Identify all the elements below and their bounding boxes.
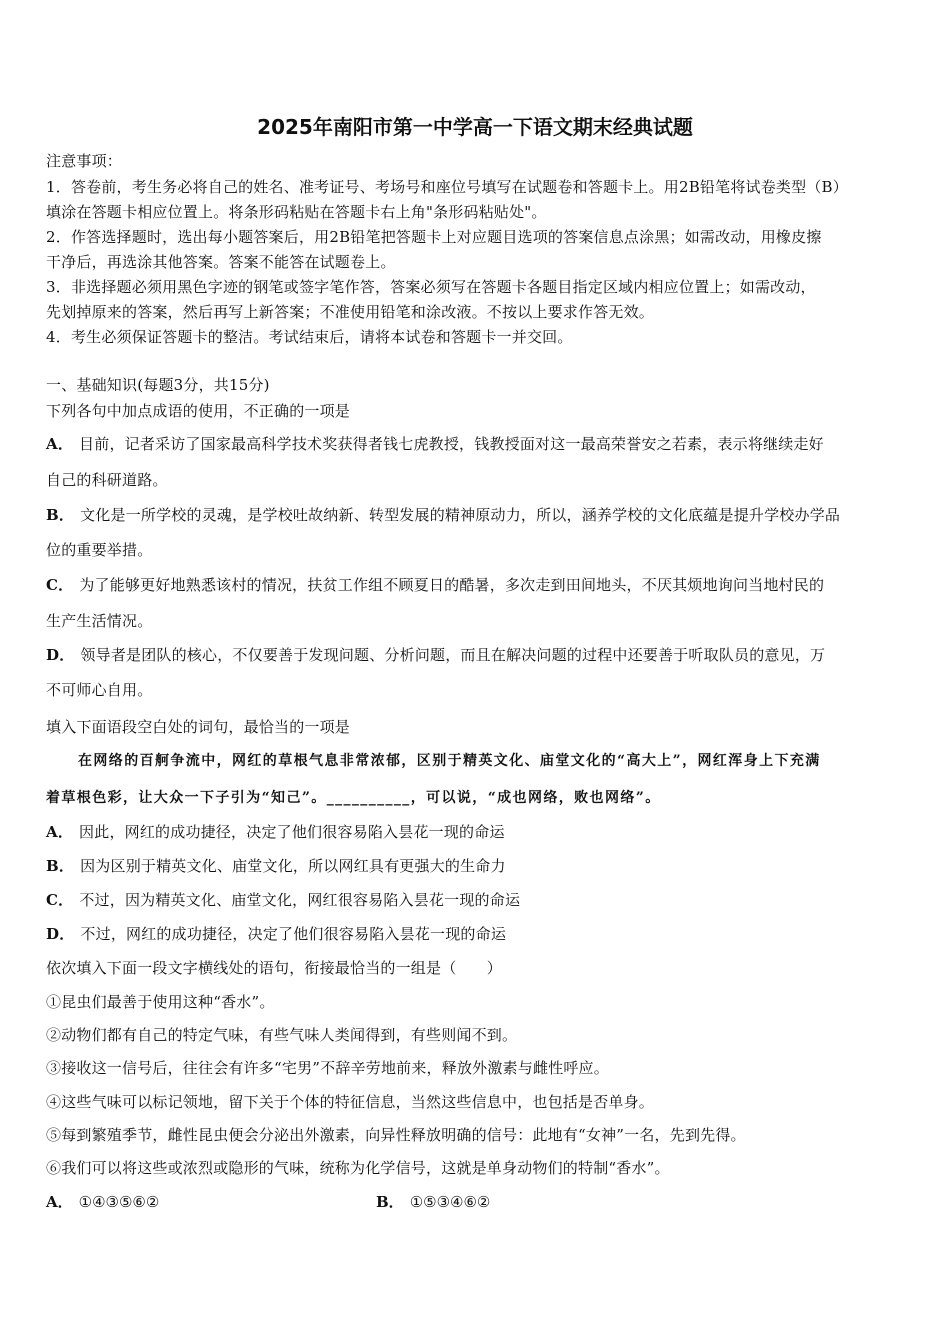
question-stem: 填入下面语段空白处的词句，最恰当的一项是 bbox=[46, 718, 351, 736]
option-c-line1 bbox=[46, 575, 904, 595]
option-text: 目前，记者采访了国家最高科学技术奖获得者钱七虎教授，钱教授面对这一最高荣誉安之若素，表示将继续走好 bbox=[79, 435, 824, 453]
option-d bbox=[46, 924, 904, 944]
list-item: ⑥我们可以将这些或浓烈或隐形的气味，统称为化学信号，这就是单身动物们的特制“香水”。 bbox=[46, 1159, 670, 1177]
notice-line: 干净后，再选涂其他答案。答案不能答在试题卷上。 bbox=[46, 253, 396, 271]
list-item: ②动物们都有自己的特定气味，有些气味人类闻得到，有些则闻不到。 bbox=[46, 1026, 518, 1044]
option-c bbox=[46, 890, 904, 910]
option-a-line2: 自己的科研道路。 bbox=[46, 471, 168, 489]
option-c-line2: 生产生活情况。 bbox=[46, 612, 153, 630]
notice-heading: 注意事项： bbox=[46, 152, 123, 170]
option-a-line1 bbox=[46, 434, 904, 454]
option-text: 因此，网红的成功捷径，决定了他们很容易陷入昙花一现的命运 bbox=[79, 823, 505, 841]
option-text: 文化是一所学校的灵魂，是学校吐故纳新、转型发展的精神原动力，所以，涵养学校的文化底蕴是提升学校办学品 bbox=[80, 506, 841, 524]
option-b bbox=[46, 856, 904, 876]
notice-line: 3．非选择题必须用黑色字迹的钢笔或签字笔作答，答案必须写在答题卡各题目指定区域内相应位置上；如需改动， bbox=[46, 278, 816, 296]
list-item: ⑤每到繁殖季节，雌性昆虫便会分泌出外激素，向异性释放明确的信号：此地有“女神”一名，先到先得。 bbox=[46, 1126, 746, 1144]
page-title: 2025年南阳市第一中学高一下语文期末经典试题 bbox=[257, 115, 693, 139]
section-heading: 一、基础知识(每题3分，共15分) bbox=[46, 376, 270, 394]
option-text: 为了能够更好地熟悉该村的情况，扶贫工作组不顾夏日的酷暑，多次走到田间地头，不厌其烦地询问当地村民的 bbox=[79, 576, 825, 594]
option-label: B． bbox=[46, 506, 75, 524]
option-text: 因为区别于精英文化、庙堂文化，所以网红具有更强大的生命力 bbox=[80, 857, 506, 875]
option-a bbox=[46, 1192, 159, 1212]
option-text: 领导者是团队的核心，不仅要善于发现问题、分析问题，而且在解决问题的过程中还要善于听取队员的意见，万 bbox=[80, 646, 826, 664]
notice-line: 先划掉原来的答案，然后再写上新答案；不准使用铅笔和涂改液。不按以上要求作答无效。 bbox=[46, 303, 655, 321]
option-label: D． bbox=[46, 646, 75, 664]
notice-line: 1．答卷前，考生务必将自己的姓名、准考证号、考场号和座位号填写在试题卷和答题卡上。用2B铅笔将试卷类型（B） bbox=[46, 178, 848, 196]
list-item: ④这些气味可以标记领地，留下关于个体的特征信息，当然这些信息中，也包括是否单身。 bbox=[46, 1093, 655, 1111]
option-label: C． bbox=[46, 576, 74, 594]
question-stem: 下列各句中加点成语的使用，不正确的一项是 bbox=[46, 402, 351, 420]
notice-line: 2．作答选择题时，选出每小题答案后，用2B铅笔把答题卡上对应题目选项的答案信息点涂黑；如需改动，用橡皮擦 bbox=[46, 228, 822, 246]
option-label: C． bbox=[46, 891, 74, 909]
passage-line: 在网络的百舸争流中，网红的草根气息非常浓郁，区别于精英文化、庙堂文化的“高大上”，网红浑身上下充满 bbox=[78, 753, 821, 769]
option-label: B． bbox=[46, 857, 75, 875]
option-text: ①⑤③④⑥② bbox=[409, 1193, 491, 1211]
passage-line: 着草根色彩，让大众一下子引为“知己”。__________，可以说，“成也网络，败也网络”。 bbox=[46, 790, 661, 806]
option-label: A． bbox=[46, 1193, 73, 1211]
list-item: ③接收这一信号后，往往会有许多“宅男”不辞辛劳地前来，释放外激素与雌性呼应。 bbox=[46, 1059, 609, 1077]
option-b-line1 bbox=[46, 505, 904, 525]
list-item: ①昆虫们最善于使用这种“香水”。 bbox=[46, 993, 275, 1011]
notice-line: 4．考生必须保证答题卡的整洁。考试结束后，请将本试卷和答题卡一并交回。 bbox=[46, 328, 573, 346]
option-d-line2: 不可师心自用。 bbox=[46, 681, 153, 699]
option-label: D． bbox=[46, 925, 75, 943]
option-label: A． bbox=[46, 435, 74, 453]
option-label: A． bbox=[46, 823, 74, 841]
option-text: 不过，网红的成功捷径，决定了他们很容易陷入昙花一现的命运 bbox=[80, 925, 507, 943]
option-label: B． bbox=[376, 1193, 404, 1211]
option-text: 不过，因为精英文化、庙堂文化，网红很容易陷入昙花一现的命运 bbox=[79, 891, 521, 909]
option-d-line1 bbox=[46, 645, 904, 665]
option-text: ①④③⑤⑥② bbox=[78, 1193, 160, 1211]
option-b bbox=[376, 1192, 490, 1212]
notice-line: 填涂在答题卡相应位置上。将条形码粘贴在答题卡右上角"条形码粘贴处"。 bbox=[46, 203, 547, 221]
option-b-line2: 位的重要举措。 bbox=[46, 541, 153, 559]
option-a bbox=[46, 822, 904, 842]
question-stem: 依次填入下面一段文字横线处的语句，衔接最恰当的一组是（ ） bbox=[46, 959, 503, 977]
